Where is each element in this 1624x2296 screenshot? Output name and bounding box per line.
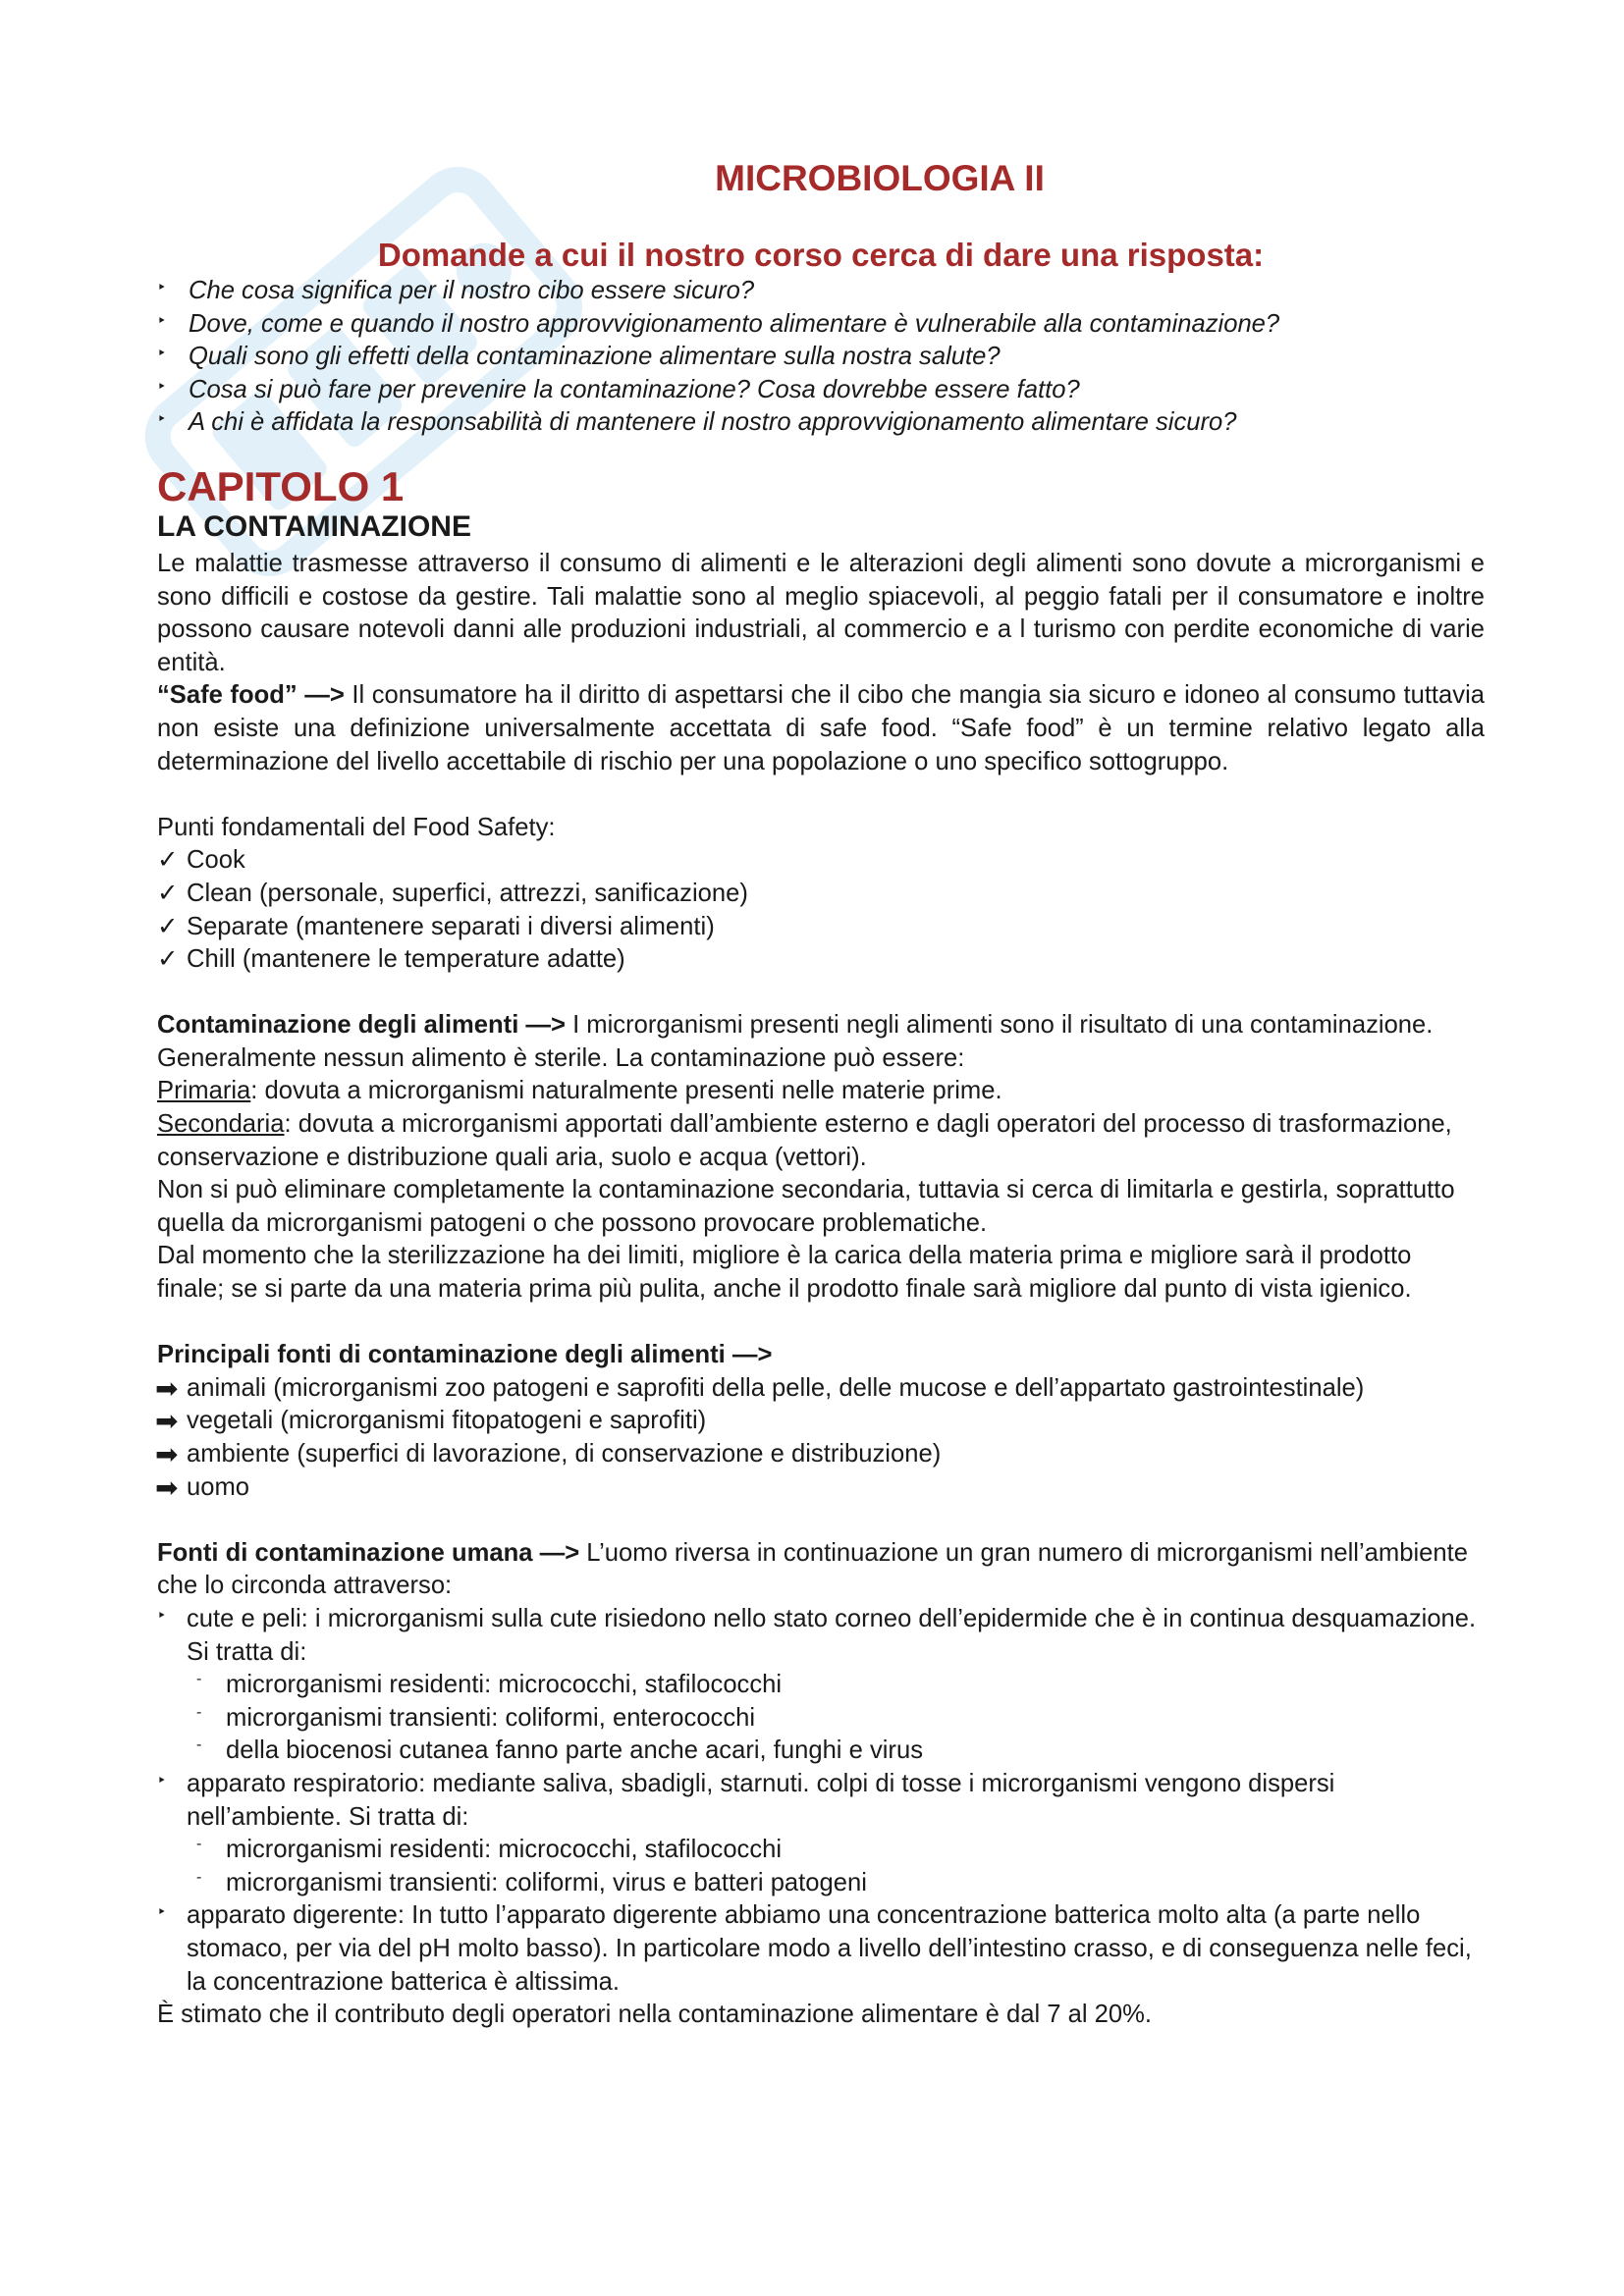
human-sources-label: Fonti di contaminazione umana —> — [157, 1538, 580, 1567]
bullet-icon: ‣ — [157, 280, 167, 296]
secondaria-paragraph: Secondaria: dovuta a microrganismi apportati dall’ambiente esterno e dagli operatori del processo di trasformazione, conservazione e distribuzione quali aria, suolo e acqua (vettori). — [157, 1110, 1452, 1171]
list-item: ‣ Quali sono gli effetti della contaminazione alimentare sulla nostra salute? — [157, 341, 1485, 374]
contamination-label: Contaminazione degli alimenti —> — [157, 1011, 566, 1040]
dash-icon: - — [196, 1671, 202, 1688]
page-title: MICROBIOLOGIA II — [715, 158, 1045, 198]
list-item: ‣ apparato respiratorio: mediante saliva, sbadigli, starnuti. colpi di tosse i microrganismi vengono dispersi nell’ambiente. Si tratta di: - microrganismi residenti: micrococchi, stafilococchi - microrganismi transienti: coliformi, virus e batteri patogeni — [157, 1768, 1485, 1899]
bullet-icon: ‣ — [157, 346, 167, 363]
list-item: ➡ vegetali (microrganismi fitopatogeni e saprofiti) — [155, 1406, 707, 1437]
food-safety-heading: Punti fondamentali del Food Safety: — [157, 813, 556, 841]
dash-icon: - — [196, 1836, 202, 1853]
list-item: ‣ Dove, come e quando il nostro approvvigionamento alimentare è vulnerabile alla contaminazione? — [157, 308, 1485, 342]
check-icon: ✓ — [157, 912, 179, 940]
arrow-icon: ➡ — [155, 1406, 179, 1437]
dash-icon: - — [196, 1868, 202, 1886]
check-icon: ✓ — [157, 846, 179, 875]
chapter-title: CAPITOLO 1 — [157, 462, 405, 509]
sub-list-item: - microrganismi residenti: micrococchi, stafilococchi — [187, 1834, 1485, 1867]
safe-food-paragraph: “Safe food” —> Il consumatore ha il diritto di aspettarsi che il cibo che mangia sia sicuro e idoneo al consumo tuttavia non esiste una definizione universalmente accettata di safe food. “Safe food” è un termine relativo legato alla determinazione del livello accettabile di rischio per una popolazione o uno specifico sottogruppo. — [157, 681, 1485, 775]
sub-list-item: - microrganismi residenti: micrococchi, stafilococchi — [187, 1669, 1485, 1702]
document-page — [157, 147, 1485, 2032]
sources-list — [157, 1372, 1485, 1504]
bullet-icon: ‣ — [157, 1772, 167, 1789]
closing-paragraph: È stimato che il contributo degli operatori nella contaminazione alimentare è dal 7 al 20%. — [157, 2001, 1152, 2029]
questions-heading: Domande a cui il nostro corso cerca di dare una risposta: — [377, 237, 1265, 273]
list-item: ✓ Cook — [157, 844, 1485, 878]
human-sources-paragraph: Fonti di contaminazione umana —> L’uomo riversa in continuazione un gran numero di microrganismi nell’ambiente che lo circonda attraverso: — [157, 1538, 1468, 1600]
list-item: ➡ animali (microrganismi zoo patogeni e saprofiti della pelle, delle mucose e dell’appartato gastrointestinale) — [155, 1372, 1365, 1404]
list-item: ➡ uomo — [155, 1471, 250, 1503]
dash-icon: - — [196, 1703, 202, 1721]
arrow-icon: ➡ — [155, 1471, 179, 1503]
check-icon: ✓ — [157, 879, 179, 907]
list-item: ✓ Separate (mantenere separati i diversi alimenti) — [157, 911, 1485, 944]
sub-list — [187, 1834, 1485, 1899]
contamination-paragraph: Contaminazione degli alimenti —> I microrganismi presenti negli alimenti sono il risultato di una contaminazione. Generalmente nessun alimento è sterile. La contaminazione può essere: — [157, 1011, 1434, 1072]
secondaria-label: Secondaria — [157, 1110, 285, 1139]
list-item: ‣ Che cosa significa per il nostro cibo essere sicuro? — [157, 275, 1485, 308]
check-icon: ✓ — [157, 945, 179, 974]
contamination-paragraph-2: Non si può eliminare completamente la contaminazione secondaria, tuttavia si cerca di limitarla e gestirla, soprattutto quella da microrganismi patogeni o che possono provocare problematiche. — [157, 1176, 1455, 1237]
list-item: ➡ ambiente (superfici di lavorazione, di conservazione e distribuzione) — [155, 1439, 942, 1469]
sub-list-item: - microrganismi transienti: coliformi, virus e batteri patogeni — [187, 1867, 1485, 1900]
contamination-paragraph-3: Dal momento che la sterilizzazione ha dei limiti, migliore è la carica della materia prima e migliore sarà il prodotto finale; se si parte da una materia prima più pulita, anche il prodotto finale sarà migliore dal punto di vista igienico. — [157, 1242, 1412, 1304]
list-item: ✓ Chill (mantenere le temperature adatte) — [157, 943, 1485, 977]
primaria-label: Primaria — [157, 1077, 251, 1105]
list-item: ✓ Clean (personale, superfici, attrezzi, sanificazione) — [157, 878, 1485, 911]
list-item: ‣ cute e peli: i microrganismi sulla cute risiedono nello stato corneo dell’epidermide che è in continua desquamazione. Si tratta di: - microrganismi residenti: micrococchi, stafilococchi - microrganismi transienti: coliformi, enterococchi - della biocenosi cutanea fanno parte anche acari, funghi e virus — [157, 1603, 1485, 1768]
list-item: ‣ Cosa si può fare per prevenire la contaminazione? Cosa dovrebbe essere fatto? — [157, 374, 1485, 407]
food-safety-list — [157, 844, 1485, 976]
bullet-icon: ‣ — [157, 312, 167, 330]
sub-list — [187, 1669, 1485, 1768]
bullet-icon: ‣ — [157, 378, 167, 396]
primaria-paragraph: Primaria: dovuta a microrganismi naturalmente presenti nelle materie prime. — [157, 1077, 1002, 1105]
bullet-icon: ‣ — [157, 1607, 167, 1625]
dash-icon: - — [196, 1736, 202, 1754]
human-sources-list — [157, 1603, 1485, 1999]
bullet-icon: ‣ — [157, 411, 167, 429]
section-title: LA CONTAMINAZIONE — [157, 509, 471, 543]
sub-list-item: - microrganismi transienti: coliformi, enterococchi — [187, 1702, 1485, 1735]
arrow-icon: ➡ — [155, 1439, 179, 1469]
arrow-icon: ➡ — [155, 1372, 179, 1404]
bullet-icon: ‣ — [157, 1904, 167, 1922]
sources-heading: Principali fonti di contaminazione degli alimenti —> — [157, 1341, 773, 1369]
intro-paragraph: Le malattie trasmesse attraverso il consumo di alimenti e le alterazioni degli alimenti sono dovute a microrganismi e sono difficili e costose da gestire. Tali malattie sono al meglio spiacevoli, al peggio fatali per il consumatore e inoltre possono causare notevoli danni alle produzioni industriali, al commercio e a l turismo con perdite economiche di varie entità. — [157, 549, 1485, 676]
questions-list — [157, 275, 1485, 440]
safe-food-label: “Safe food” —> — [157, 681, 345, 710]
list-item: ‣ apparato digerente: In tutto l’apparato digerente abbiamo una concentrazione batterica molto alta (a parte nello stomaco, per via del pH molto basso). In particolare modo a livello dell’intestino crasso, e di conseguenza nelle feci, la concentrazione batterica è altissima. — [157, 1899, 1485, 1999]
sub-list-item: - della biocenosi cutanea fanno parte anche acari, funghi e virus — [187, 1735, 1485, 1768]
list-item: ‣ A chi è affidata la responsabilità di mantenere il nostro approvvigionamento alimentare sicuro? — [157, 406, 1485, 440]
